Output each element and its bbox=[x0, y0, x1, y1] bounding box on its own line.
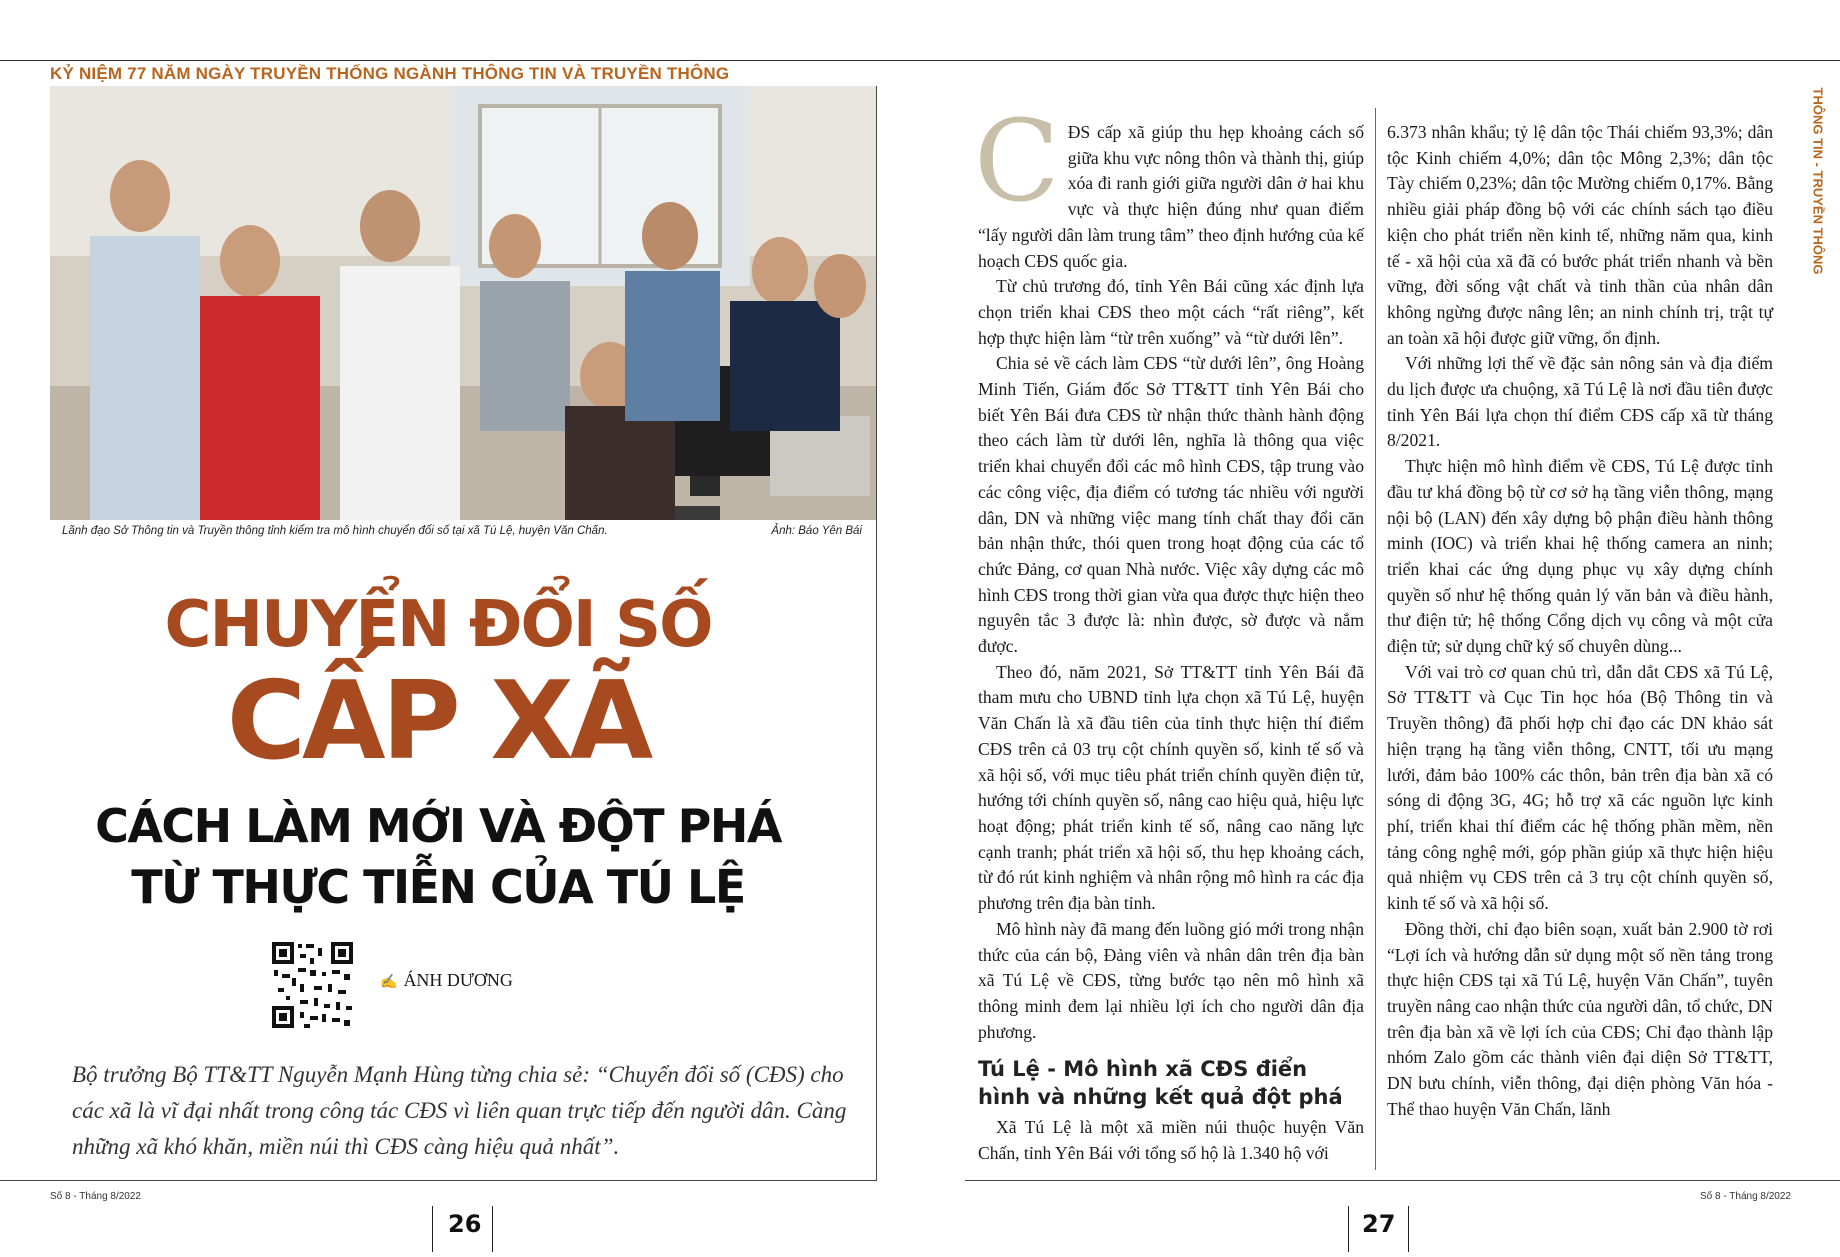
article-column-1 bbox=[974, 97, 1364, 1167]
column-divider bbox=[1375, 108, 1376, 1170]
side-tab-label: THÔNG TIN - TRUYỀN THÔNG bbox=[1810, 87, 1826, 275]
qr-code-graphic bbox=[270, 940, 355, 1030]
left-page-border bbox=[876, 86, 877, 1181]
page-number-left: 26 bbox=[448, 1210, 482, 1238]
title-line-1: CHUYỂN ĐỔI SỐ bbox=[164, 588, 712, 662]
page-number-right: 27 bbox=[1362, 1210, 1396, 1238]
left-page-bottom-rule bbox=[0, 1180, 877, 1181]
paragraph: Thực hiện mô hình điểm về CĐS, Tú Lệ được tỉnh đầu tư khá đồng bộ từ cơ sở hạ tầng viễn thông, mạng nội bộ (LAN) đến xây dựng bộ phận điều hành thông minh (IOC) và triển khai hệ thống camera an ninh; triển khai các ứng dụng phục vụ xây dựng chính quyền số như hệ thống quản lý văn bản và điều hành, thư điện tử; hệ thống Cổng dịch vụ công và một cửa điện tử; sử dụng chữ ký số chuyên dùng... bbox=[1387, 456, 1773, 657]
article-column-2 bbox=[1387, 120, 1773, 1122]
issue-label-right: Số 8 - Tháng 8/2022 bbox=[1700, 1191, 1791, 1202]
paragraph: 6.373 nhân khẩu; tỷ lệ dân tộc Thái chiếm 93,3%; dân tộc Kinh chiếm 4,0%; dân tộc Mông 2,3%; dân tộc Tày chiếm 0,23%; dân tộc Mường chiếm 0,17%. Bằng nhiều giải pháp đồng bộ với các chính sách tạo điều kiện cho phát triển nền kinh tế, những năm qua, kinh tế - xã hội của xã đã có bước phát triển nhanh và bền vững, đời sống vật chất và tinh thần của nhân dân không ngừng được nâng lên; an ninh chính trị, trật tự an toàn xã hội được giữ vững, ổn định. bbox=[1387, 122, 1773, 348]
paragraph: Với những lợi thế về đặc sản nông sản và địa điểm du lịch được ưa chuộng, xã Tú Lệ là nơi đầu tiên được tỉnh Yên Bái lựa chọn thí điểm CĐS cấp xã từ tháng 8/2021. bbox=[1387, 353, 1773, 451]
paragraph: Đồng thời, chỉ đạo biên soạn, xuất bản 2.900 tờ rơi “Lợi ích và hướng dẫn sử dụng một số nền tảng trong thực hiện CĐS tại xã Tú Lệ, huyện Văn Chấn”, tuyên truyền nâng cao nhận thức của người dân, tổ chức, DN trên địa bàn xã về lợi ích của CĐS; Chỉ đạo thành lập nhóm Zalo gồm các thành viên đại diện Sở TT&TT, DN bưu chính, viễn thông, đại diện phòng Văn hóa - Thể thao huyện Văn Chấn, lãnh bbox=[1387, 918, 1773, 1119]
article-photo bbox=[50, 86, 876, 520]
qr-code[interactable] bbox=[270, 940, 355, 1030]
photo-caption bbox=[62, 525, 862, 537]
paragraph: Từ chủ trương đó, tỉnh Yên Bái cũng xác định lựa chọn triển khai CĐS theo một cách “rất riêng”, kết hợp thực hiện làm “từ trên xuống” và “từ dưới lên”. bbox=[978, 276, 1364, 348]
paragraph: CĐS cấp xã giúp thu hẹp khoảng cách số giữa khu vực nông thôn và thành thị, giúp xóa đi ranh giới giữa người dân ở hai khu vực và thực hiện đúng như quan điểm “lấy người dân làm trung tâm” theo định hướng của kế hoạch CĐS quốc gia. bbox=[974, 97, 1364, 271]
header-banner: KỶ NIỆM 77 NĂM NGÀY TRUYỀN THỐNG NGÀNH THÔNG TIN VÀ TRUYỀN THÔNG bbox=[50, 64, 730, 83]
pen-icon: ✍ bbox=[380, 975, 398, 990]
side-tab bbox=[1803, 87, 1826, 275]
subtitle-line-2: TỪ THỰC TIỄN CỦA TÚ LỆ bbox=[131, 860, 745, 914]
header-rule bbox=[0, 60, 1840, 61]
caption-text: Lãnh đạo Sở Thông tin và Truyền thông tỉnh kiểm tra mô hình chuyển đổi số tại xã Tú Lệ, huyện Văn Chấn. bbox=[62, 525, 608, 537]
section-heading: Tú Lệ - Mô hình xã CĐS điển hình và những kết quả đột phá bbox=[978, 1057, 1343, 1110]
page-number-bar bbox=[1408, 1206, 1409, 1252]
photo-illustration bbox=[50, 86, 876, 520]
paragraph: Với vai trò cơ quan chủ trì, dẫn dắt CĐS xã Tú Lệ, Sở TT&TT và Cục Tin học hóa (Bộ Thông tin và Truyền thông) đã phối hợp chỉ đạo các DN khảo sát hiện trạng hạ tầng viễn thông, CNTT, tối ưu mạng lưới, đảm bảo 100% các thôn, bản trên địa bàn xã có sóng di động 3G, 4G; hỗ trợ xã các nguồn lực kinh phí, triển khai thí điểm các hệ thống phần mềm, nền tảng công nghệ mới, góp phần giúp xã thực hiện hiệu quả nhiệm vụ CĐS trên cả 3 trụ cột chính quyền số, kinh tế số và xã hội số. bbox=[1387, 661, 1773, 914]
author-byline bbox=[380, 970, 513, 991]
paragraph: Xã Tú Lệ là một xã miền núi thuộc huyện Văn Chấn, tỉnh Yên Bái với tổng số hộ là 1.340 hộ với bbox=[978, 1117, 1364, 1164]
author-name: ÁNH DƯƠNG bbox=[403, 970, 513, 990]
drop-cap: C bbox=[974, 97, 1060, 227]
subtitle-line-1: CÁCH LÀM MỚI VÀ ĐỘT PHÁ bbox=[95, 799, 781, 853]
paragraph: Mô hình này đã mang đến luồng gió mới trong nhận thức của cán bộ, Đảng viên và nhân dân trên địa bàn xã Tú Lệ về CĐS, từng bước tạo nên mô hình xã thông minh đem lại nhiều lợi ích cho người dân địa phương. bbox=[978, 918, 1364, 1042]
page-number-bar bbox=[432, 1206, 433, 1252]
page-number-bar bbox=[1348, 1206, 1349, 1252]
page-number-bar bbox=[492, 1206, 493, 1252]
issue-label-left: Số 8 - Tháng 8/2022 bbox=[50, 1191, 141, 1202]
photo-credit: Ảnh: Báo Yên Bái bbox=[771, 525, 862, 537]
lead-quote: Bộ trưởng Bộ TT&TT Nguyễn Mạnh Hùng từng chia sẻ: “Chuyển đổi số (CĐS) cho các xã là vĩ đại nhất trong công tác CĐS vì liên quan trực tiếp đến người dân. Càng những xã khó khăn, miền núi thì CĐS càng hiệu quả nhất”. bbox=[72, 1062, 847, 1159]
title-line-2: CẤP XÃ bbox=[226, 659, 650, 784]
right-page-bottom-rule bbox=[965, 1180, 1840, 1181]
paragraph: Theo đó, năm 2021, Sở TT&TT tỉnh Yên Bái đã tham mưu cho UBND tỉnh lựa chọn xã Tú Lệ, huyện Văn Chấn là xã đầu tiên của tỉnh thực hiện thí điểm CĐS trên cả 03 trụ cột chính quyền số, kinh tế số và xã hội số, với mục tiêu phát triển chính quyền điện tử, hướng tới chính quyền số, nâng cao hiệu quả, hiệu lực hoạt động; phát triển kinh tế số, nâng cao năng lực cạnh tranh; phát triển xã hội số, thu hẹp khoảng cách, từ đó rút kinh nghiệm và nhân rộng mô hình ra các địa phương trên địa bàn tỉnh. bbox=[978, 661, 1364, 914]
paragraph: Chia sẻ về cách làm CĐS “từ dưới lên”, ông Hoàng Minh Tiến, Giám đốc Sở TT&TT tỉnh Yên Bái cho biết Yên Bái đưa CĐS từ nhận thức thành hành động theo cách làm từ dưới lên, nghĩa là thông qua việc triển khai chuyển đổi các mô hình CĐS, tập trung vào các công việc, địa điểm có tương tác nhiều với người dân, DN và những việc mang tính chất thay đổi căn bản nhận thức, thói quen trong hoạt động của các tổ chức Đảng, cơ quan Nhà nước. Việc xây dựng các mô hình CĐS trong thời gian vừa qua được thực hiện theo nguyên tắc 3 được là: nhìn được, sờ được và nắm được. bbox=[978, 353, 1364, 657]
